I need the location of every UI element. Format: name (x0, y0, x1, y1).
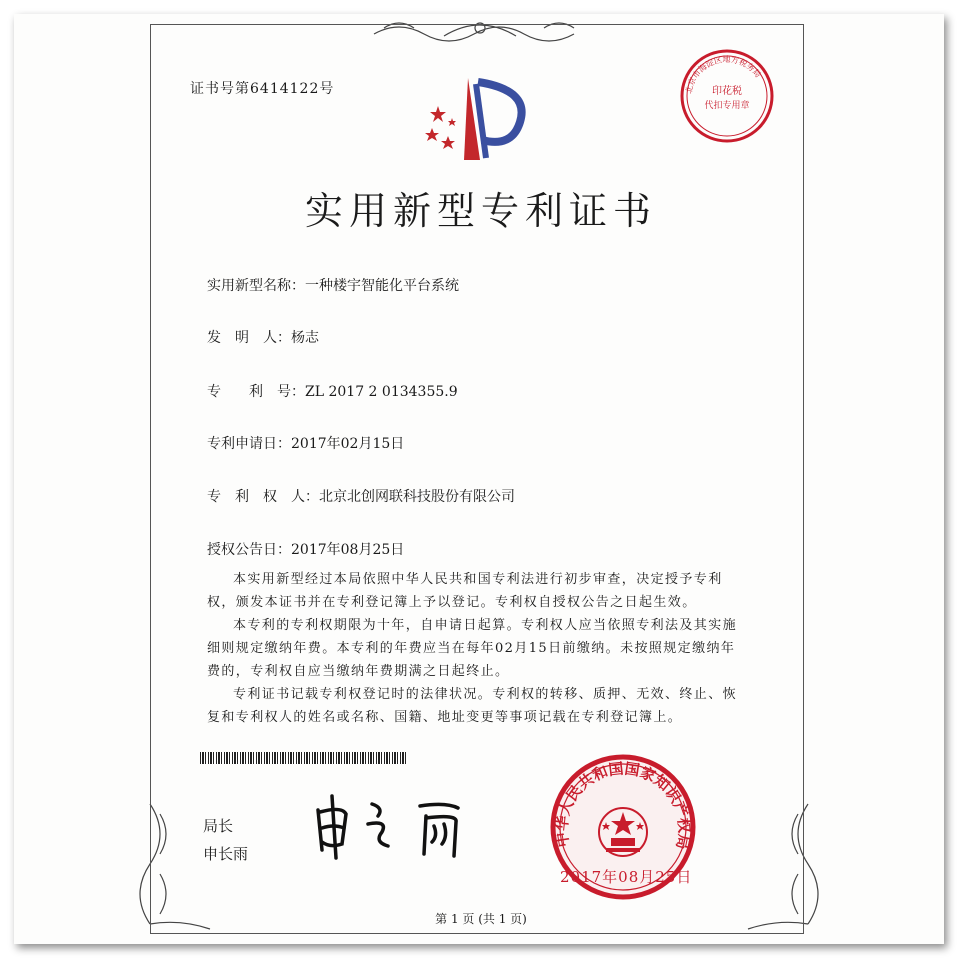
director-block (203, 812, 248, 868)
field-value: 杨志 (291, 330, 319, 346)
certificate-number: 证书号第6414122号 (190, 81, 335, 97)
barcode (200, 752, 408, 764)
field-application-date (207, 433, 404, 453)
body-paragraph: 本实用新型经过本局依照中华人民共和国专利法进行初步审查，决定授予专利权，颁发本证书并在专利登记簿上予以登记。专利权自授权公告之日起生效。 (207, 572, 723, 610)
patent-office-logo-icon (420, 70, 540, 170)
director-name: 申长雨 (203, 845, 249, 863)
field-utility-name (207, 275, 459, 295)
tax-seal (677, 46, 777, 146)
certificate-title: 实用新型专利证书 (304, 189, 657, 233)
field-value: 一种楼宇智能化平台系统 (305, 278, 459, 294)
certificate-body (207, 568, 737, 729)
director-title: 局长 (203, 817, 234, 835)
field-label: 发 明 人： (207, 330, 291, 346)
seal-date: 2017年08月25日 (560, 868, 693, 886)
field-label: 实用新型名称： (207, 278, 305, 294)
field-value: 北京北创网联科技股份有限公司 (319, 489, 515, 505)
field-value: ZL 2017 2 0134355.9 (305, 384, 458, 400)
body-paragraph: 专利证书记载专利权登记时的法律状况。专利权的转移、质押、无效、终止、恢复和专利权人的姓名或名称、国籍、地址变更等事项记载在专利登记簿上。 (207, 687, 738, 725)
field-grant-date (207, 539, 404, 559)
field-value: 2017年02月15日 (291, 436, 405, 452)
seal-ring-text: 中华人民共和国国家知识产权局 (552, 759, 694, 851)
tax-seal-center-2: 代扣专用章 (704, 101, 750, 111)
field-label: 专利申请日： (207, 436, 291, 452)
field-inventor (207, 327, 319, 347)
field-value: 2017年08月25日 (291, 542, 405, 558)
field-label: 专 利 号： (207, 384, 305, 400)
field-label: 授权公告日： (207, 542, 291, 558)
tax-seal-text: 北京市海淀区地方税务局 (684, 54, 763, 95)
body-paragraph: 本专利的专利权期限为十年，自申请日起算。专利权人应当依照专利法及其实施细则规定缴纳年费。本专利的年费应当在每年02月15日前缴纳。未按照规定缴纳年费的，专利权自应当缴纳年费期满之日起终止。 (207, 618, 738, 679)
page-footer: 第 1 页 (共 1 页) (435, 912, 527, 926)
director-signature (308, 792, 488, 862)
field-patent-number (207, 381, 458, 401)
field-patentee (207, 486, 515, 506)
tax-seal-center-1: 印花税 (712, 86, 742, 97)
field-label: 专 利 权 人： (207, 489, 319, 505)
